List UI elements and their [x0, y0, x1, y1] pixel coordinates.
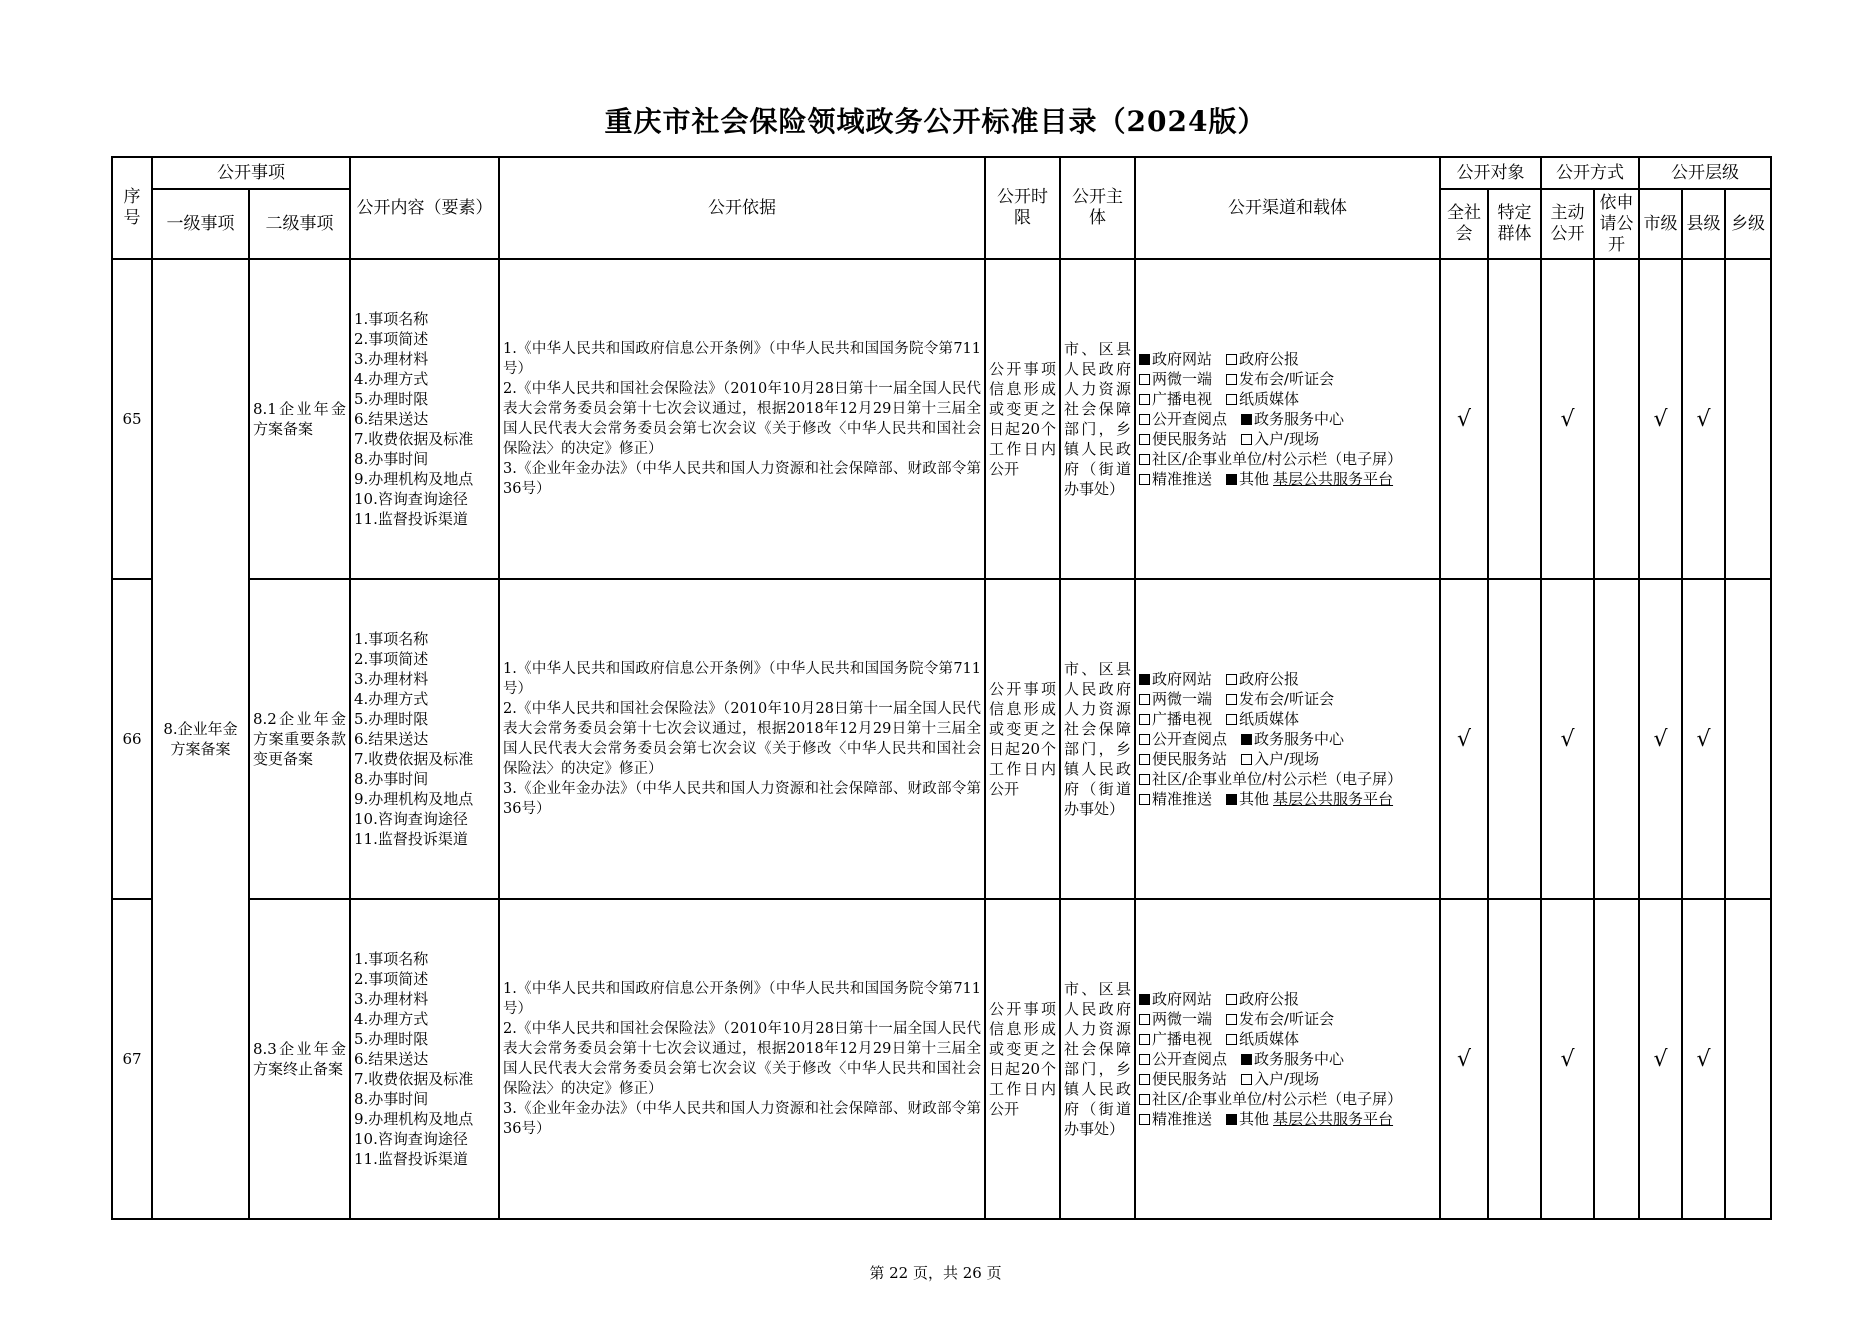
header-channels: 公开渠道和载体: [1135, 157, 1440, 259]
level1-item: 8.企业年金方案备案: [152, 259, 249, 1219]
empty-checkbox-icon: [1226, 714, 1237, 725]
basis-item: 1.《中华人民共和国政府信息公开条例》（中华人民共和国国务院令第711号）: [503, 661, 981, 697]
header-subject: 公开主体: [1060, 157, 1135, 259]
row-method-active: √: [1541, 899, 1594, 1219]
channel-line: [1139, 669, 1436, 689]
content-item: 6.结果送达: [354, 410, 429, 428]
content-item: 1.事项名称: [354, 950, 429, 968]
row-subject: 市、区县人民政府人力资源社会保障部门，乡镇人民政府（街道办事处）: [1060, 259, 1135, 579]
channel-label: 发布会/听证会: [1239, 690, 1335, 708]
content-item: 3.办理材料: [354, 350, 429, 368]
header-target: 公开对象: [1440, 157, 1541, 189]
channel-line: [1139, 1049, 1436, 1069]
content-item: 9.办理机构及地点: [354, 790, 474, 808]
content-item: 10.咨询查询途径: [354, 490, 468, 508]
row-level-county: √: [1682, 899, 1725, 1219]
channel-line: [1139, 369, 1436, 389]
row-channels: [1135, 259, 1440, 579]
row-level2: 8.1企业年金方案备案: [249, 259, 350, 579]
page-footer: 第 22 页，共 26 页: [869, 1264, 1002, 1282]
channel-label: 便民服务站: [1152, 1070, 1228, 1088]
channel-label: 两微一端: [1152, 370, 1213, 388]
header-level1: 一级事项: [152, 189, 249, 259]
row-level-county: √: [1682, 579, 1725, 899]
content-item: 11.监督投诉渠道: [354, 1150, 468, 1168]
channel-label: 社区/企事业单位/村公示栏（电子屏）: [1152, 770, 1403, 788]
empty-checkbox-icon: [1241, 1074, 1252, 1085]
empty-checkbox-icon: [1226, 354, 1237, 365]
page-title: 重庆市社会保险领域政务公开标准目录（2024版）: [604, 105, 1267, 138]
channel-label: 纸质媒体: [1239, 1030, 1300, 1048]
row-level-town: [1725, 579, 1771, 899]
row-level-city: √: [1639, 579, 1682, 899]
empty-checkbox-icon: [1139, 1054, 1150, 1065]
content-item: 10.咨询查询途径: [354, 1130, 468, 1148]
checked-box-icon: [1139, 994, 1150, 1005]
channel-label: 政务服务中心: [1254, 1050, 1345, 1068]
content-item: 3.办理材料: [354, 990, 429, 1008]
checked-box-icon: [1241, 414, 1252, 425]
channel-line: [1139, 729, 1436, 749]
header-items: 公开事项: [152, 157, 350, 189]
content-item: 11.监督投诉渠道: [354, 510, 468, 528]
row-method-apply: [1594, 899, 1639, 1219]
channel-label: 政府公报: [1239, 350, 1300, 368]
channel-label: 便民服务站: [1152, 750, 1228, 768]
channel-line: [1139, 1069, 1436, 1089]
row-basis: [499, 259, 985, 579]
header-level-city: 市级: [1639, 189, 1682, 259]
channel-label: 其他: [1239, 470, 1270, 488]
empty-checkbox-icon: [1139, 394, 1150, 405]
channel-line: [1139, 1089, 1436, 1109]
channel-line: [1139, 429, 1436, 449]
channel-label: 公开查阅点: [1152, 730, 1228, 748]
basis-item: 1.《中华人民共和国政府信息公开条例》（中华人民共和国国务院令第711号）: [503, 981, 981, 1017]
empty-checkbox-icon: [1226, 1034, 1237, 1045]
channel-other-text: 基层公共服务平台: [1273, 790, 1394, 808]
empty-checkbox-icon: [1226, 994, 1237, 1005]
empty-checkbox-icon: [1241, 754, 1252, 765]
row-method-active: √: [1541, 259, 1594, 579]
channel-label: 政府网站: [1152, 670, 1213, 688]
header-method-apply: 依申请公开: [1594, 189, 1639, 259]
basis-item: 3.《企业年金办法》（中华人民共和国人力资源和社会保障部、财政部令第36号）: [503, 461, 981, 497]
channel-other-text: 基层公共服务平台: [1273, 1110, 1394, 1128]
row-level2: 8.2企业年金方案重要条款变更备案: [249, 579, 350, 899]
basis-item: 3.《企业年金办法》（中华人民共和国人力资源和社会保障部、财政部令第36号）: [503, 781, 981, 817]
content-item: 5.办理时限: [354, 1030, 429, 1048]
channel-label: 纸质媒体: [1239, 710, 1300, 728]
channel-label: 其他: [1239, 1110, 1270, 1128]
row-channels: [1135, 899, 1440, 1219]
channel-label: 政务服务中心: [1254, 410, 1345, 428]
checked-box-icon: [1241, 734, 1252, 745]
row-level2: 8.3企业年金方案终止备案: [249, 899, 350, 1219]
channel-line: [1139, 709, 1436, 729]
content-item: 6.结果送达: [354, 1050, 429, 1068]
empty-checkbox-icon: [1226, 674, 1237, 685]
channel-label: 政府公报: [1239, 990, 1300, 1008]
header-target-specific: 特定群体: [1488, 189, 1541, 259]
channel-label: 精准推送: [1152, 790, 1213, 808]
channel-line: [1139, 789, 1436, 809]
content-item: 2.事项简述: [354, 650, 429, 668]
catalog-table: [111, 156, 1772, 1220]
channel-label: 政府公报: [1239, 670, 1300, 688]
channel-label: 便民服务站: [1152, 430, 1228, 448]
row-level-town: [1725, 899, 1771, 1219]
content-item: 6.结果送达: [354, 730, 429, 748]
content-item: 1.事项名称: [354, 630, 429, 648]
channel-line: [1139, 449, 1436, 469]
row-seq: 65: [112, 259, 152, 579]
row-level-city: √: [1639, 899, 1682, 1219]
table-row: [112, 899, 1771, 1219]
content-item: 2.事项简述: [354, 330, 429, 348]
channel-label: 精准推送: [1152, 470, 1213, 488]
channel-line: [1139, 469, 1436, 489]
empty-checkbox-icon: [1139, 794, 1150, 805]
header-row-1: [112, 157, 1771, 189]
channel-line: [1139, 409, 1436, 429]
channel-line: [1139, 769, 1436, 789]
channel-label: 入户/现场: [1254, 750, 1320, 768]
row-level-town: [1725, 259, 1771, 579]
channel-line: [1139, 749, 1436, 769]
row-seq: 66: [112, 579, 152, 899]
channel-line: [1139, 989, 1436, 1009]
channel-label: 政府网站: [1152, 350, 1213, 368]
channel-label: 入户/现场: [1254, 430, 1320, 448]
empty-checkbox-icon: [1226, 394, 1237, 405]
empty-checkbox-icon: [1139, 374, 1150, 385]
row-target-specific: [1488, 579, 1541, 899]
channel-label: 广播电视: [1152, 710, 1213, 728]
row-target-specific: [1488, 259, 1541, 579]
empty-checkbox-icon: [1139, 694, 1150, 705]
channel-other-text: 基层公共服务平台: [1273, 470, 1394, 488]
content-item: 5.办理时限: [354, 390, 429, 408]
row-basis: [499, 899, 985, 1219]
row-content: [350, 579, 499, 899]
empty-checkbox-icon: [1139, 754, 1150, 765]
row-method-apply: [1594, 259, 1639, 579]
header-level-town: 乡级: [1725, 189, 1771, 259]
channel-label: 两微一端: [1152, 1010, 1213, 1028]
header-level-county: 县级: [1682, 189, 1725, 259]
content-item: 10.咨询查询途径: [354, 810, 468, 828]
row-seq: 67: [112, 899, 152, 1219]
channel-label: 发布会/听证会: [1239, 370, 1335, 388]
empty-checkbox-icon: [1139, 414, 1150, 425]
row-target-specific: [1488, 899, 1541, 1219]
content-item: 4.办理方式: [354, 690, 429, 708]
header-content: 公开内容（要素）: [350, 157, 499, 259]
content-item: 3.办理材料: [354, 670, 429, 688]
empty-checkbox-icon: [1226, 694, 1237, 705]
empty-checkbox-icon: [1139, 1074, 1150, 1085]
content-item: 8.办事时间: [354, 450, 429, 468]
content-item: 9.办理机构及地点: [354, 1110, 474, 1128]
empty-checkbox-icon: [1226, 1014, 1237, 1025]
channel-line: [1139, 389, 1436, 409]
channel-line: [1139, 1109, 1436, 1129]
empty-checkbox-icon: [1139, 714, 1150, 725]
header-seq: 序号: [112, 157, 152, 259]
empty-checkbox-icon: [1241, 434, 1252, 445]
content-item: 8.办事时间: [354, 1090, 429, 1108]
checked-box-icon: [1139, 354, 1150, 365]
empty-checkbox-icon: [1139, 1114, 1150, 1125]
header-method-active: 主动公开: [1541, 189, 1594, 259]
channel-label: 两微一端: [1152, 690, 1213, 708]
channel-label: 纸质媒体: [1239, 390, 1300, 408]
channel-label: 公开查阅点: [1152, 410, 1228, 428]
row-target-all: √: [1440, 579, 1488, 899]
empty-checkbox-icon: [1226, 374, 1237, 385]
table-row: [112, 259, 1771, 579]
content-item: 4.办理方式: [354, 370, 429, 388]
row-subject: 市、区县人民政府人力资源社会保障部门，乡镇人民政府（街道办事处）: [1060, 899, 1135, 1219]
empty-checkbox-icon: [1139, 734, 1150, 745]
row-channels: [1135, 579, 1440, 899]
row-target-all: √: [1440, 259, 1488, 579]
row-level-city: √: [1639, 259, 1682, 579]
channel-line: [1139, 689, 1436, 709]
content-item: 7.收费依据及标准: [354, 430, 474, 448]
channel-label: 发布会/听证会: [1239, 1010, 1335, 1028]
row-time-limit: 公开事项信息形成或变更之日起20个工作日内公开: [985, 259, 1060, 579]
checked-box-icon: [1226, 1114, 1237, 1125]
row-content: [350, 899, 499, 1219]
header-time-limit: 公开时限: [985, 157, 1060, 259]
row-subject: 市、区县人民政府人力资源社会保障部门，乡镇人民政府（街道办事处）: [1060, 579, 1135, 899]
row-method-apply: [1594, 579, 1639, 899]
basis-item: 2.《中华人民共和国社会保险法》（2010年10月28日第十一届全国人民代表大会常务委员会第十七次会议通过，根据2018年12月29日第十三届全国人民代表大会常务委员会第七次会议《关于修改〈中华人民共和国社会保险法〉的决定》修正）: [503, 1021, 981, 1097]
header-method: 公开方式: [1541, 157, 1639, 189]
channel-label: 其他: [1239, 790, 1270, 808]
empty-checkbox-icon: [1139, 1034, 1150, 1045]
basis-item: 3.《企业年金办法》（中华人民共和国人力资源和社会保障部、财政部令第36号）: [503, 1101, 981, 1137]
header-target-all: 全社会: [1440, 189, 1488, 259]
content-item: 5.办理时限: [354, 710, 429, 728]
content-item: 1.事项名称: [354, 310, 429, 328]
content-item: 11.监督投诉渠道: [354, 830, 468, 848]
basis-item: 2.《中华人民共和国社会保险法》（2010年10月28日第十一届全国人民代表大会常务委员会第十七次会议通过，根据2018年12月29日第十三届全国人民代表大会常务委员会第七次会议《关于修改〈中华人民共和国社会保险法〉的决定》修正）: [503, 381, 981, 457]
checked-box-icon: [1139, 674, 1150, 685]
row-basis: [499, 579, 985, 899]
header-level: 公开层级: [1639, 157, 1771, 189]
content-item: 7.收费依据及标准: [354, 750, 474, 768]
empty-checkbox-icon: [1139, 454, 1150, 465]
channel-line: [1139, 349, 1436, 369]
row-time-limit: 公开事项信息形成或变更之日起20个工作日内公开: [985, 899, 1060, 1219]
content-item: 4.办理方式: [354, 1010, 429, 1028]
content-item: 9.办理机构及地点: [354, 470, 474, 488]
content-item: 8.办事时间: [354, 770, 429, 788]
row-level-county: √: [1682, 259, 1725, 579]
empty-checkbox-icon: [1139, 474, 1150, 485]
header-level2: 二级事项: [249, 189, 350, 259]
row-content: [350, 259, 499, 579]
row-target-all: √: [1440, 899, 1488, 1219]
content-item: 7.收费依据及标准: [354, 1070, 474, 1088]
channel-label: 广播电视: [1152, 390, 1213, 408]
basis-item: 1.《中华人民共和国政府信息公开条例》（中华人民共和国国务院令第711号）: [503, 341, 981, 377]
empty-checkbox-icon: [1139, 774, 1150, 785]
channel-label: 社区/企事业单位/村公示栏（电子屏）: [1152, 450, 1403, 468]
channel-line: [1139, 1029, 1436, 1049]
checked-box-icon: [1241, 1054, 1252, 1065]
content-item: 2.事项简述: [354, 970, 429, 988]
empty-checkbox-icon: [1139, 434, 1150, 445]
empty-checkbox-icon: [1139, 1014, 1150, 1025]
row-method-active: √: [1541, 579, 1594, 899]
channel-label: 精准推送: [1152, 1110, 1213, 1128]
channel-label: 政务服务中心: [1254, 730, 1345, 748]
table-row: [112, 579, 1771, 899]
channel-label: 政府网站: [1152, 990, 1213, 1008]
row-time-limit: 公开事项信息形成或变更之日起20个工作日内公开: [985, 579, 1060, 899]
basis-item: 2.《中华人民共和国社会保险法》（2010年10月28日第十一届全国人民代表大会常务委员会第十七次会议通过，根据2018年12月29日第十三届全国人民代表大会常务委员会第七次会议《关于修改〈中华人民共和国社会保险法〉的决定》修正）: [503, 701, 981, 777]
channel-line: [1139, 1009, 1436, 1029]
checked-box-icon: [1226, 794, 1237, 805]
empty-checkbox-icon: [1139, 1094, 1150, 1105]
header-basis: 公开依据: [499, 157, 985, 259]
checked-box-icon: [1226, 474, 1237, 485]
table-body: [112, 259, 1771, 1219]
channel-label: 社区/企事业单位/村公示栏（电子屏）: [1152, 1090, 1403, 1108]
channel-label: 公开查阅点: [1152, 1050, 1228, 1068]
channel-label: 广播电视: [1152, 1030, 1213, 1048]
channel-label: 入户/现场: [1254, 1070, 1320, 1088]
